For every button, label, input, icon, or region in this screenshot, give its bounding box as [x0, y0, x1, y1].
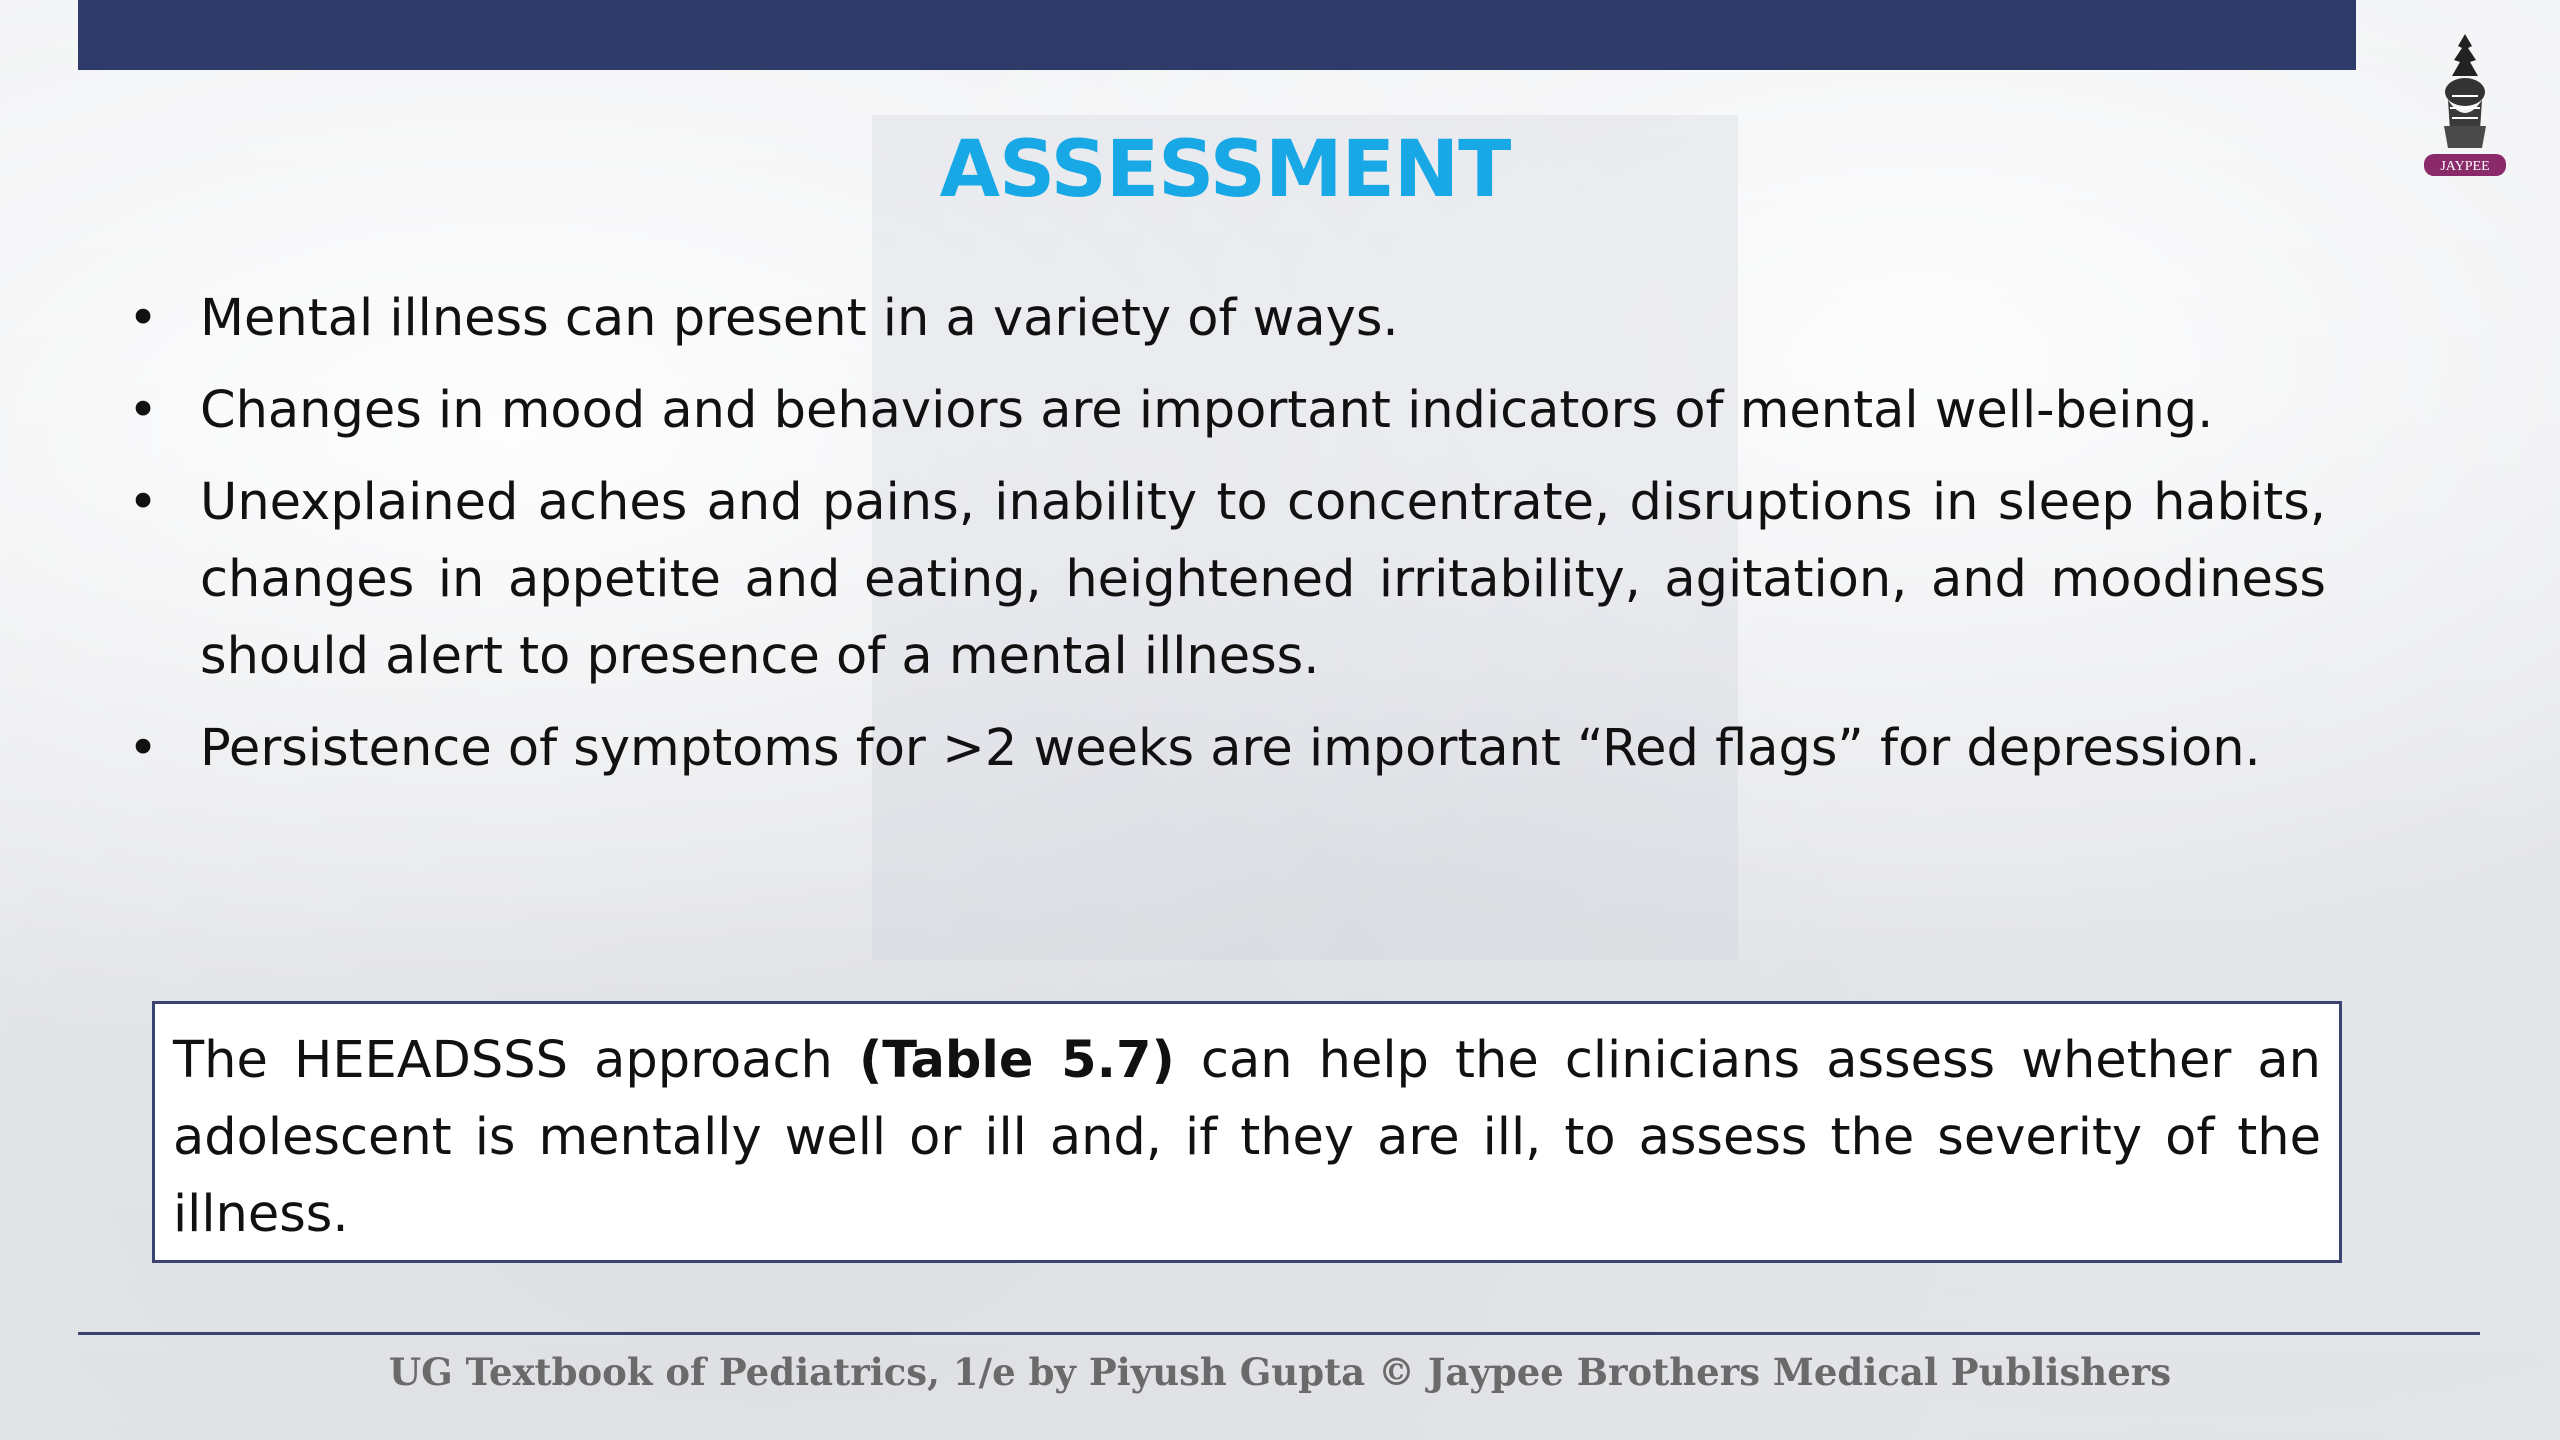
bullet-item	[128, 372, 2326, 449]
bullet-marker: •	[128, 473, 159, 532]
bullet-item	[128, 710, 2326, 787]
logo-text: JAYPEE	[2440, 159, 2490, 174]
bullet-item	[128, 280, 2326, 357]
info-text-start: The HEEADSSS approach	[173, 1031, 859, 1090]
bullet-text: Mental illness can present in a variety of ways.	[200, 289, 1399, 348]
slide-title: ASSESSMENT	[939, 125, 1511, 215]
footer-credit: UG Textbook of Pediatrics, 1/e by Piyush Gupta © Jaypee Brothers Medical Publishers	[388, 1350, 2172, 1394]
bullet-marker: •	[128, 289, 159, 348]
bullet-text: Unexplained aches and pains, inability to concentrate, disruptions in sleep habits, changes in appetite and eating, heightened irritability, agitation, and moodiness should alert to presence of a mental illness.	[200, 473, 2326, 686]
bullet-text: Persistence of symptoms for >2 weeks are important “Red flags” for depression.	[200, 719, 2261, 778]
bullet-list	[128, 280, 2326, 802]
top-header-bar	[78, 0, 2356, 70]
bullet-marker: •	[128, 719, 159, 778]
info-text-end: can help the clinicians assess whether an adolescent is mentally well or ill and, if they are ill, to assess the severity of the illness.	[173, 1031, 2322, 1244]
bullet-marker: •	[128, 381, 159, 440]
bullet-text: Changes in mood and behaviors are important indicators of mental well-being.	[200, 381, 2214, 440]
footer-divider	[78, 1332, 2480, 1335]
bullet-item	[128, 464, 2326, 695]
table-reference: (Table 5.7)	[858, 1031, 1175, 1090]
heeadsss-info-box	[152, 1001, 2342, 1263]
